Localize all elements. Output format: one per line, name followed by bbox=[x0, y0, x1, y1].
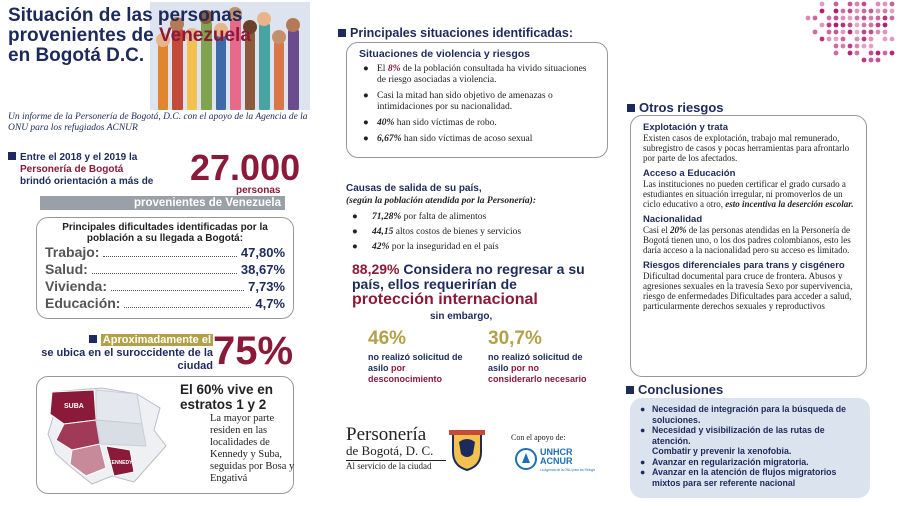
sin-embargo: sin embargo, bbox=[430, 311, 493, 322]
square-bullet-icon bbox=[626, 386, 634, 394]
square-bullet-icon bbox=[89, 335, 97, 343]
orientation-number: 27.000 bbox=[190, 147, 301, 188]
list-item: ● Casi la mitad han sido objetivo de amenazas o intimidaciones por su nacionalidad. bbox=[363, 91, 553, 112]
square-bullet-icon bbox=[8, 152, 16, 160]
location-percent: 75% bbox=[213, 329, 294, 373]
causes-list bbox=[346, 211, 596, 256]
venezuela-bar: provenientes de Venezuela bbox=[40, 196, 285, 210]
dots-decoration bbox=[755, 0, 900, 70]
bogota-map bbox=[42, 384, 172, 488]
list-item: ● 71,28% por falta de alimentos bbox=[352, 212, 487, 222]
list-item: ● Necesidad de integración para la búsqueda de soluciones. bbox=[640, 404, 847, 425]
list-item: ● 40% han sido víctimas de robo. bbox=[363, 118, 497, 128]
conclusions-heading: Conclusiones bbox=[626, 382, 723, 397]
subtitle: Un informe de la Personería de Bogotá, D.C. con el apoyo de la Agencia de la ONU para los refugiados ACNUR bbox=[8, 112, 308, 133]
difficulties-heading: Principales dificultades identificadas por la población a su llegada a Bogotá: bbox=[62, 222, 268, 244]
causes-heading: Causas de salida de su país, (según la población atendida por la Personería): bbox=[346, 183, 537, 206]
personeria-logo: Personería de Bogotá, D. C. Al servicio de la ciudad bbox=[346, 425, 446, 471]
difficulty-row: Educación: 4,7% bbox=[45, 295, 285, 311]
list-item: ● 42% por la inseguridad en el país bbox=[352, 242, 499, 252]
orientation-text: Entre el 2018 y el 2019 la Personería de Bogotá brindó orientación a más de bbox=[8, 152, 198, 188]
otros-box bbox=[630, 115, 867, 377]
conclusions-box bbox=[630, 398, 870, 498]
svg-text:La Agencia de la ONU para los: La Agencia de la ONU para los Refugiados bbox=[540, 468, 595, 472]
list-item: ● El 8% de la población consultada ha vivido situaciones de riesgo asociadas a violencia. bbox=[363, 64, 587, 85]
percent-46: 46% bbox=[368, 328, 407, 349]
svg-text:ACNUR: ACNUR bbox=[540, 456, 573, 466]
violence-box bbox=[346, 42, 608, 158]
bogota-shield-icon bbox=[447, 428, 487, 472]
percent-30-7-desc: no realizó solicitud de asilo por no considerarlo necesario bbox=[488, 352, 587, 384]
otros-text: Casi el 20% de las personas atendidas en la Personería de Bogotá tienen uno, o los dos padres colombianos, esto les daría acceso a la nacionalidad pero su acceso es limitado. bbox=[643, 225, 851, 255]
situations-heading: Principales situaciones identificadas: bbox=[338, 26, 573, 40]
otros-text: Existen casos de explotación, trabajo mal remunerado, subregistro de casos y pocas herramientas para afrontarlo por parte de los afectados. bbox=[643, 133, 850, 163]
consider-text: 88,29% Considera no regresar a su país, ellos requerirían de protección internacional bbox=[352, 261, 585, 308]
square-bullet-icon bbox=[627, 104, 635, 112]
list-item: Combatir y prevenir la xenofobia. bbox=[652, 446, 792, 456]
percent-30-7: 30,7% bbox=[488, 328, 542, 349]
difficulty-row: Trabajo: 47,80% bbox=[45, 244, 285, 260]
difficulty-row: Salud: 38,67% bbox=[45, 261, 285, 277]
otros-title: Riesgos diferenciales para trans y cisgénero bbox=[643, 260, 845, 271]
square-bullet-icon bbox=[338, 29, 346, 37]
list-item: ● Avanzar en regularización migratoria. bbox=[640, 456, 809, 467]
otros-text: Las instituciones no pueden certificar el grado cursado a estudiantes en situación irregular, ni promoverlos de un ciclo educativo a otro, esto incentiva la deserción escolar. bbox=[643, 179, 854, 209]
page-title: Situación de las personas provenientes de Venezuela en Bogotá D.C. bbox=[8, 5, 251, 66]
otros-heading: Otros riesgos bbox=[627, 100, 724, 115]
otros-title: Acceso a Educación bbox=[643, 168, 736, 179]
otros-title: Explotación y trata bbox=[643, 122, 728, 133]
list-item: ● 44,15 altos costos de bienes y servicios bbox=[352, 227, 522, 237]
location-text: Aproximadamente el se ubica en el suroccidente de la ciudad bbox=[41, 334, 213, 372]
difficulty-row: Vivienda: 7,73% bbox=[45, 278, 285, 294]
svg-text:UNHCR: UNHCR bbox=[540, 447, 573, 457]
percent-46-desc: no realizó solicitud de asilo por desconocimiento bbox=[368, 352, 463, 384]
unhcr-logo bbox=[515, 444, 595, 479]
otros-title: Nacionalidad bbox=[643, 214, 703, 225]
support-label: Con el apoyo de: bbox=[511, 433, 566, 442]
difficulties-box bbox=[36, 217, 294, 319]
otros-text: Dificultad documental para cruce de frontera. Abusos y agresiones sexuales en la travesía Sexo por supervivencia, riesgo de enfermedades Dificultades para acceder a salud, particularmente derechos sexuales y reproductivos bbox=[643, 271, 853, 311]
estratos-text: El 60% vive en estratos 1 y 2 bbox=[180, 382, 274, 412]
reside-text: La mayor parte residen en las localidades de Kennedy y Suba, seguidas por Bosa y Engativá bbox=[210, 413, 295, 484]
list-item: ● 6,67% han sido víctimas de acoso sexual bbox=[363, 134, 533, 144]
list-item: ● Avanzar en la atención de flujos migratorios mixtos para ser referente nacional bbox=[640, 467, 837, 488]
map-label-suba: SUBA bbox=[64, 403, 84, 410]
map-label-kennedy: KENNEDY bbox=[108, 460, 133, 466]
violence-heading: Situaciones de violencia y riesgos bbox=[359, 48, 530, 60]
list-item: ● Necesidad y visibilización de las rutas de atención. bbox=[640, 425, 825, 446]
orientation-unit: personas bbox=[236, 185, 281, 196]
